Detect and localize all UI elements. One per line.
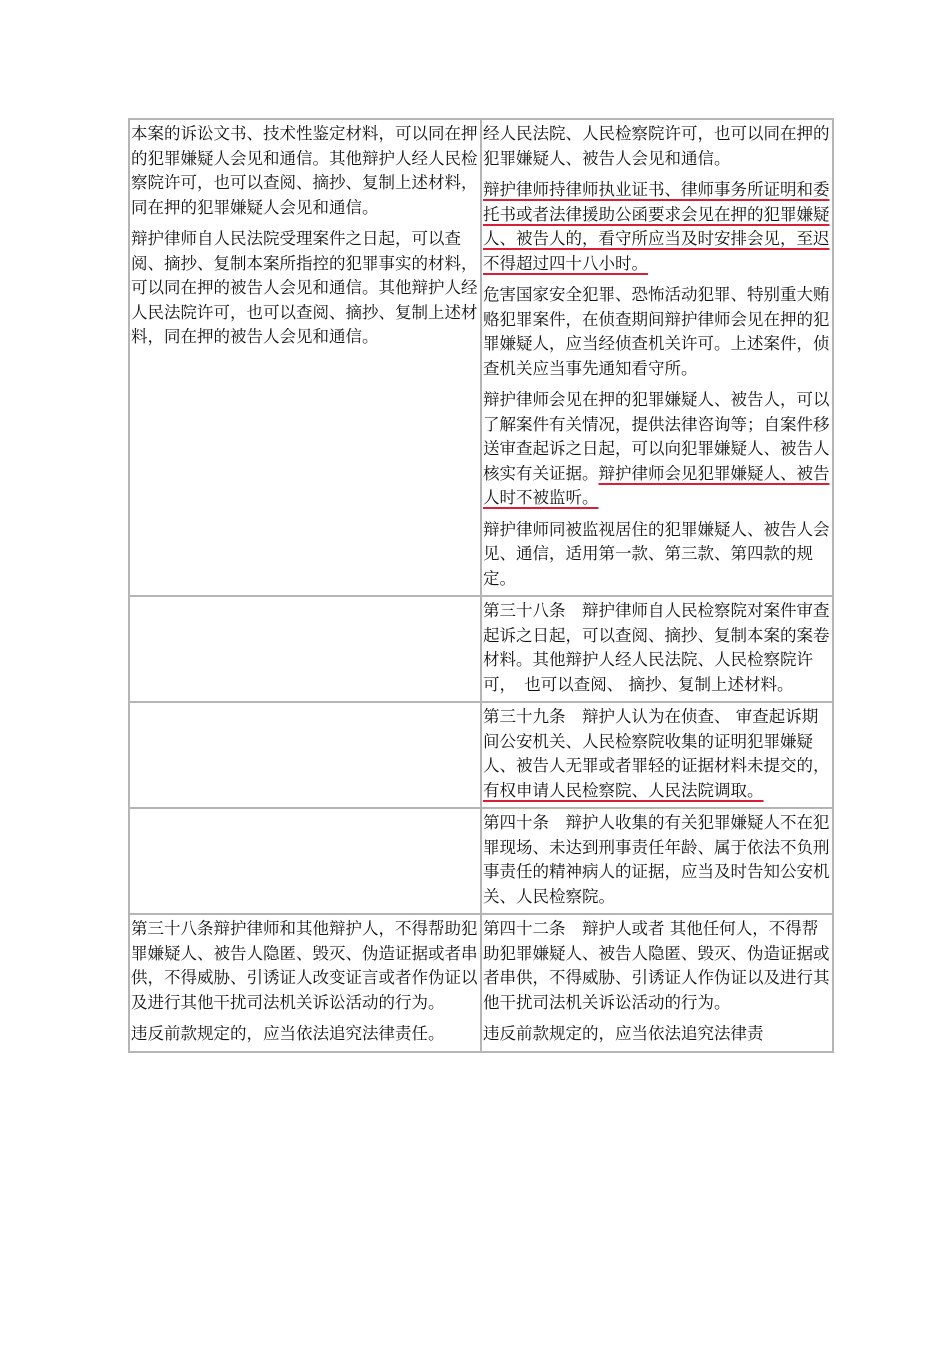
paragraph: 第三十八条 辩护律师自人民检察院对案件审查起诉之日起，可以查阅、摘抄、复制本案的案卷材料。其他辩护人经人民法院、人民检察院许可， 也可以查阅、 摘抄、复制上述材料。 <box>483 601 830 694</box>
paragraph: 违反前款规定的，应当依法追究法律责 <box>483 1024 764 1043</box>
new-law-cell <box>481 914 833 1052</box>
paragraph: 经人民法院、人民检察院许可，也可以同在押的犯罪嫌疑人、被告人会见和通信。 <box>483 124 830 168</box>
paragraph: 第四十二条 辩护人或者 其他任何人，不得帮助犯罪嫌疑人、被告人隐匿、毁灭、伪造证据或者串供，不得威胁、引诱证人作伪证以及进行其他干扰司法机关诉讼活动的行为。 <box>483 919 830 1012</box>
table-row <box>129 914 833 1052</box>
paragraph: 辩护律师会见在押的犯罪嫌疑人、被告人，可以了解案件有关情况，提供法律咨询等；自案件移送审查起诉之日起，可以向犯罪嫌疑人、被告人核实有关证据。辩护律师会见犯罪嫌疑人、被告人时不被监听。 <box>483 390 830 507</box>
paragraph: 第四十条 辩护人收集的有关犯罪嫌疑人不在犯罪现场、未达到刑事责任年龄、属于依法不负刑事责任的精神病人的证据，应当及时告知公安机关、人民检察院。 <box>483 813 830 906</box>
old-law-cell <box>129 119 481 596</box>
old-law-cell <box>129 596 481 702</box>
old-law-cell <box>129 702 481 808</box>
new-law-cell <box>481 808 833 914</box>
paragraph: 违反前款规定的，应当依法追究法律责任。 <box>131 1024 445 1043</box>
old-law-cell <box>129 808 481 914</box>
paragraph: 危害国家安全犯罪、恐怖活动犯罪、特别重大贿赂犯罪案件，在侦查期间辩护律师会见在押的犯罪嫌疑人，应当经侦查机关许可。上述案件，侦查机关应当事先通知看守所。 <box>483 285 830 378</box>
table-row <box>129 702 833 808</box>
amended-text: 辩护律师持律师执业证书、律师事务所证明和委托书或者法律援助公函要求会见在押的犯罪嫌疑人、被告人的，看守所应当及时安排会见，至迟不得超过四十八小时。 <box>483 180 830 273</box>
amended-text: 有权申请人民检察院、人民法院调取。 <box>483 780 764 800</box>
table-row <box>129 808 833 914</box>
paragraph: 第三十八条辩护律师和其他辩护人，不得帮助犯罪嫌疑人、被告人隐匿、毁灭、伪造证据或者串供，不得威胁、引诱证人改变证言或者作伪证以及进行其他干扰司法机关诉讼活动的行为。 <box>131 919 478 1012</box>
paragraph: 本案的诉讼文书、技术性鉴定材料，可以同在押的犯罪嫌疑人会见和通信。其他辩护人经人民检察院许可，也可以查阅、摘抄、复制上述材料，同在押的犯罪嫌疑人会见和通信。 <box>131 124 478 217</box>
new-law-cell <box>481 702 833 808</box>
table-row <box>129 119 833 596</box>
paragraph: 辩护律师自人民法院受理案件之日起，可以查阅、摘抄、复制本案所指控的犯罪事实的材料，可以同在押的被告人会见和通信。其他辩护人经人民法院许可，也可以查阅、摘抄、复制上述材料，同在押的被告人会见和通信。 <box>131 229 478 346</box>
table-row <box>129 596 833 702</box>
amended-text: 辩护律师会见犯罪嫌疑人、被告人时不被监听。 <box>483 463 830 507</box>
paragraph: 第三十九条 辩护人认为在侦查、 审查起诉期间公安机关、人民检察院收集的证明犯罪嫌疑人、被告人无罪或者罪轻的证据材料未提交的，有权申请人民检察院、人民法院调取。 <box>483 707 830 800</box>
paragraph: 辩护律师同被监视居住的犯罪嫌疑人、被告人会见、通信，适用第一款、第三款、第四款的规定。 <box>483 519 830 588</box>
new-law-cell <box>481 596 833 702</box>
law-comparison-table <box>128 118 834 1053</box>
paragraph <box>483 178 830 276</box>
old-law-cell <box>129 914 481 1052</box>
new-law-cell <box>481 119 833 596</box>
